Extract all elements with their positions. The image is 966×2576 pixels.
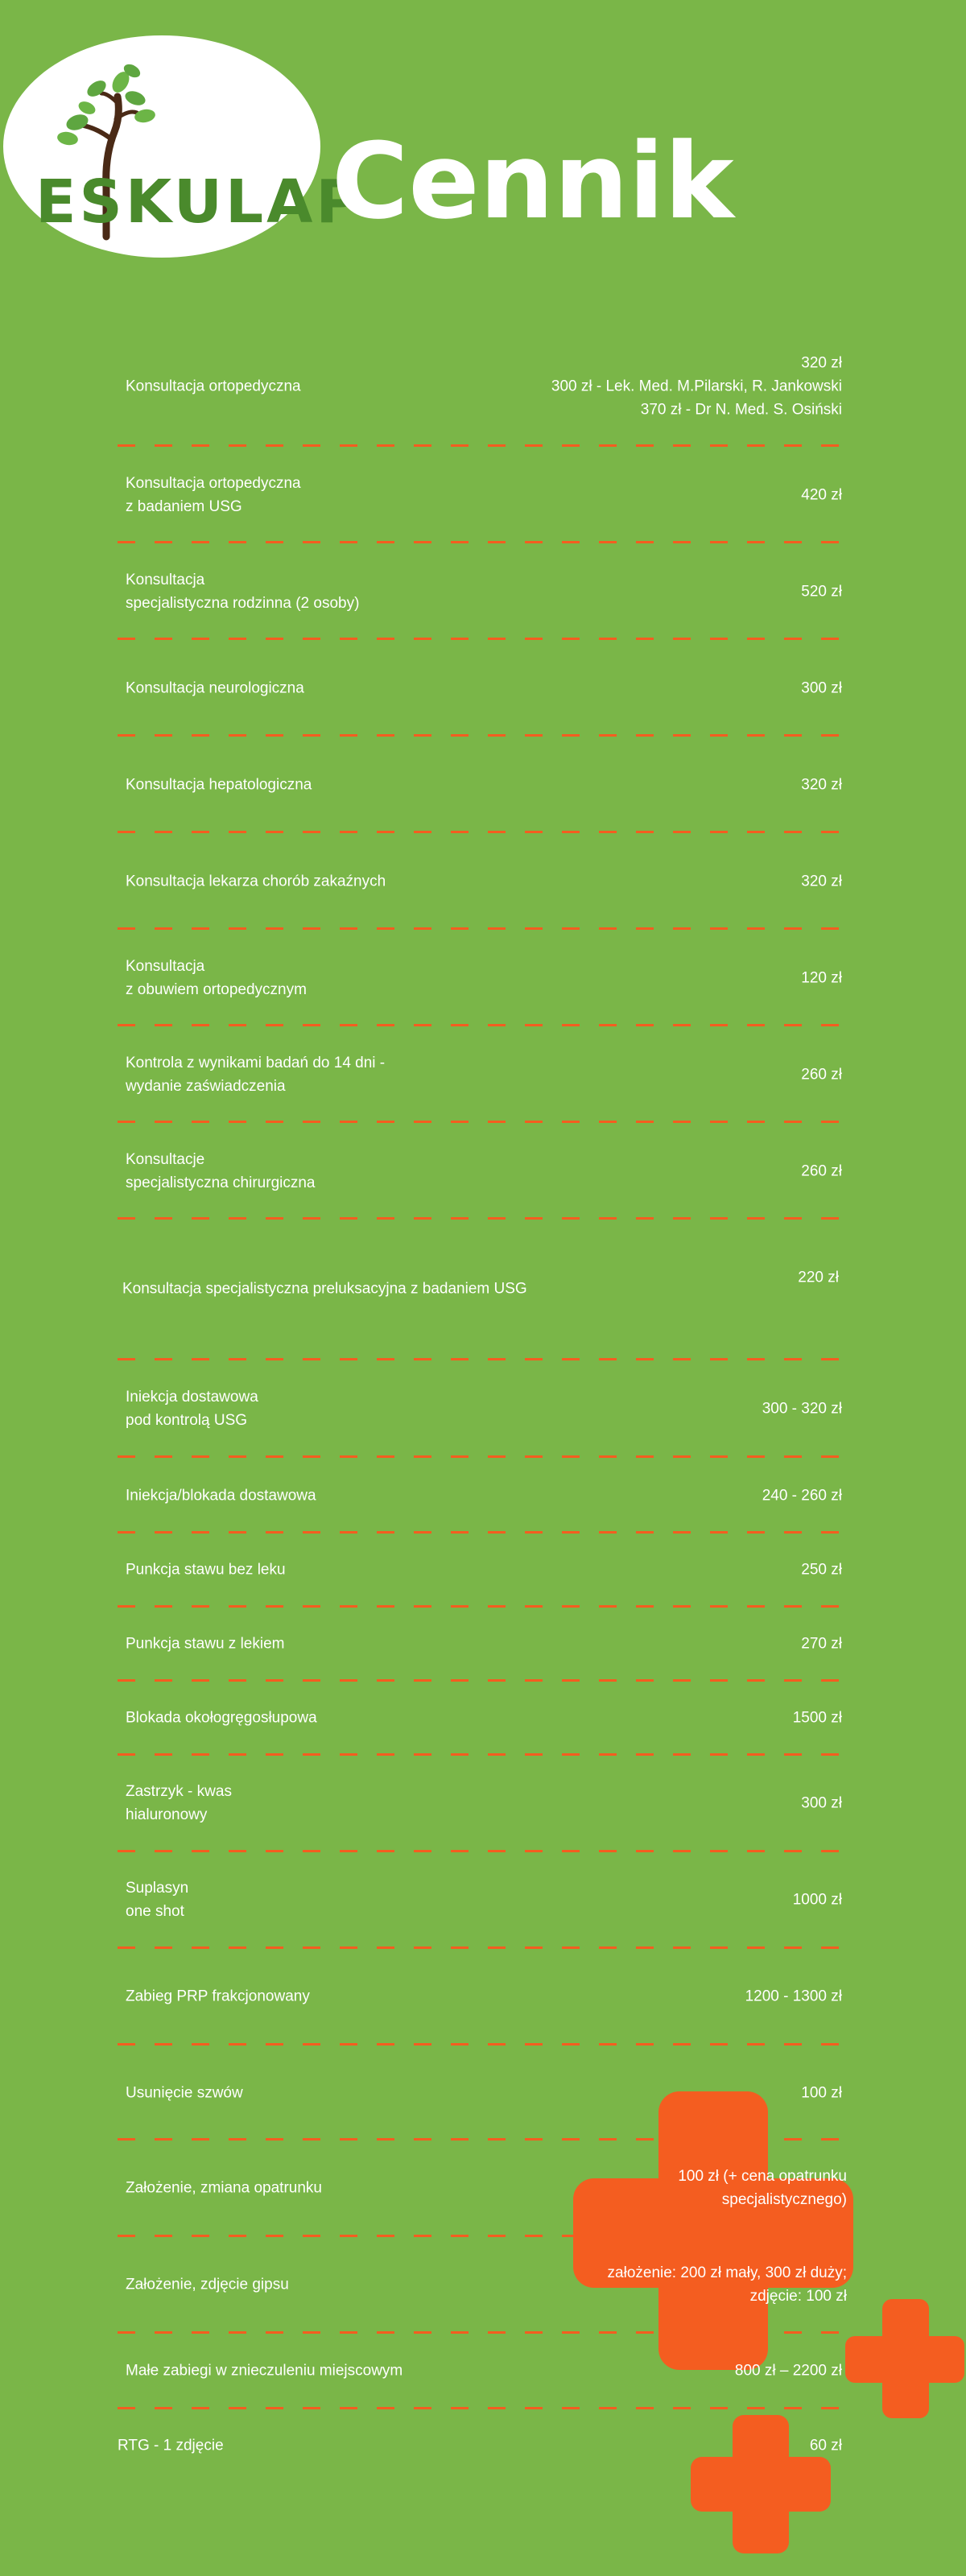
price-row <box>118 1956 842 2037</box>
price-row <box>118 2244 847 2325</box>
service-name: Konsultacja specjalistyczna rodzinna (2 osoby) <box>126 572 360 612</box>
service-name: Konsultacja z obuwiem ortopedycznym <box>126 958 307 998</box>
service-name: Usunięcie szwów <box>126 2084 243 2102</box>
service-price: 260 zł <box>801 1066 842 1084</box>
price-row <box>118 1131 842 1212</box>
service-price: 320 zł 300 zł - Lek. Med. M.Pilarski, R. Jankowski 370 zł - Dr N. Med. S. Osiński <box>551 354 842 419</box>
price-row <box>118 1463 842 1528</box>
row-divider <box>118 2043 842 2046</box>
service-name: Punkcja stawu bez leku <box>126 1561 286 1579</box>
service-price: 320 zł <box>801 776 842 794</box>
service-price: 1000 zł <box>792 1891 842 1909</box>
service-price: 250 zł <box>801 1561 842 1579</box>
row-divider <box>118 2331 842 2334</box>
service-name: Suplasyn one shot <box>126 1880 189 1920</box>
price-row <box>118 1034 842 1115</box>
service-name: RTG - 1 zdjęcie <box>118 2437 224 2454</box>
row-divider <box>118 1217 842 1220</box>
service-price: 300 zł <box>801 1794 842 1812</box>
price-row <box>118 2148 847 2228</box>
service-price: 800 zł – 2200 zł <box>734 2362 842 2380</box>
service-price: 520 zł <box>801 583 842 601</box>
service-price: 270 zł <box>801 1635 842 1653</box>
price-row <box>118 1368 842 1449</box>
service-price: 100 zł (+ cena opatrunku specjalistycznego) <box>678 2168 847 2208</box>
row-divider <box>118 1358 842 1360</box>
price-row <box>118 2413 842 2478</box>
price-row <box>118 1612 842 1676</box>
row-divider <box>118 444 842 447</box>
row-divider <box>118 2235 842 2237</box>
price-row <box>118 455 842 535</box>
service-price: 100 zł <box>801 2084 842 2102</box>
price-row <box>118 841 842 922</box>
price-row <box>118 2053 842 2133</box>
service-name: Konsultacje specjalistyczna chirurgiczna <box>126 1151 316 1191</box>
service-name: Konsultacja ortopedyczna <box>126 378 301 395</box>
service-name: Konsultacja specjalistyczna preluksacyjna z badaniem USG <box>122 1280 527 1298</box>
row-divider <box>118 638 842 640</box>
medical-cross-icon <box>845 2336 964 2383</box>
price-row <box>118 2339 842 2403</box>
service-price: 300 zł <box>801 679 842 697</box>
service-name: Zastrzyk - kwas hialuronowy <box>126 1783 232 1823</box>
row-divider <box>118 734 842 737</box>
clinic-logo <box>3 35 363 258</box>
service-name: Konsultacja ortopedyczna z badaniem USG <box>126 475 301 515</box>
row-divider <box>118 1455 842 1458</box>
service-price: założenie: 200 zł mały, 300 zł duży; zdjęcie: 100 zł <box>607 2264 847 2305</box>
row-divider <box>118 2407 842 2409</box>
price-row <box>118 648 842 729</box>
price-row <box>118 745 842 825</box>
service-price: 120 zł <box>801 969 842 987</box>
service-price: 1500 zł <box>792 1709 842 1727</box>
row-divider <box>118 1531 842 1534</box>
row-divider <box>118 1605 842 1608</box>
row-divider <box>118 1121 842 1123</box>
price-row <box>118 938 842 1018</box>
service-name: Zabieg PRP frakcjonowany <box>126 1988 310 2005</box>
service-price: 240 - 260 zł <box>762 1487 842 1505</box>
price-row <box>118 1538 842 1602</box>
service-price: 220 zł <box>798 1269 839 1286</box>
row-divider <box>118 1024 842 1026</box>
row-divider <box>118 1946 842 1949</box>
service-price: 420 zł <box>801 486 842 504</box>
price-row <box>118 551 842 632</box>
row-divider <box>118 1850 842 1852</box>
service-name: Małe zabiegi w znieczuleniu miejscowym <box>126 2362 403 2380</box>
service-name: Kontrola z wynikami badań do 14 dni - wydanie zaświadczenia <box>126 1055 386 1095</box>
price-row <box>118 1860 842 1940</box>
row-divider <box>118 1753 842 1756</box>
service-name: Założenie, zdjęcie gipsu <box>126 2276 289 2293</box>
service-name: Konsultacja hepatologiczna <box>126 776 312 794</box>
row-divider <box>118 1679 842 1682</box>
page-title: Cennik <box>332 120 734 242</box>
service-price: 320 zł <box>801 873 842 890</box>
service-name: Punkcja stawu z lekiem <box>126 1635 285 1653</box>
service-name: Konsultacja lekarza chorób zakaźnych <box>126 873 386 890</box>
row-divider <box>118 927 842 930</box>
price-row <box>118 1228 842 1348</box>
service-name: Iniekcja/blokada dostawowa <box>126 1487 316 1505</box>
service-name: Konsultacja neurologiczna <box>126 679 304 697</box>
price-row <box>118 346 842 427</box>
row-divider <box>118 831 842 833</box>
service-price: 1200 - 1300 zł <box>745 1988 842 2005</box>
service-price: 60 zł <box>809 2437 842 2454</box>
logo-text: ESKULAP <box>35 167 363 237</box>
row-divider <box>118 2138 842 2140</box>
price-row <box>118 1763 842 1843</box>
service-price: 260 zł <box>801 1162 842 1180</box>
service-name: Iniekcja dostawowa pod kontrolą USG <box>126 1389 258 1429</box>
row-divider <box>118 541 842 543</box>
service-price: 300 - 320 zł <box>762 1400 842 1418</box>
service-name: Założenie, zmiana opatrunku <box>126 2179 322 2197</box>
price-row <box>118 1686 842 1750</box>
service-name: Blokada okołogręgosłupowa <box>126 1709 317 1727</box>
